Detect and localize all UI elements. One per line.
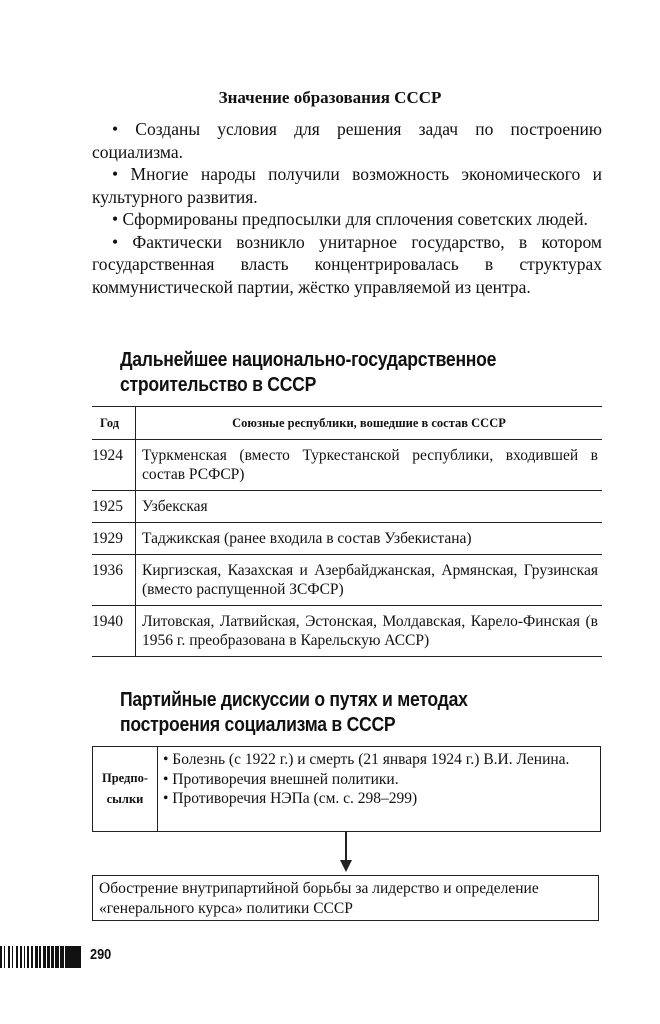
column-header-year: Год (92, 407, 136, 440)
table-row (92, 491, 602, 523)
prerequisites-list (163, 750, 595, 809)
table-row (92, 606, 602, 657)
column-header-republics: Союзные республики, вошедшие в состав СССР (136, 407, 603, 440)
table-row (92, 440, 602, 491)
heading-line: строительство в СССР (120, 374, 317, 396)
year-cell: 1940 (92, 606, 136, 657)
significance-bullet-list (92, 118, 602, 298)
republics-cell: Узбекская (136, 491, 603, 523)
page-number: 290 (90, 946, 112, 963)
table-header-row (92, 407, 602, 440)
year-cell: 1924 (92, 440, 136, 491)
list-item: • Сформированы предпосылки для сплочения советских людей. (112, 209, 588, 229)
republics-table (92, 406, 602, 657)
republics-cell: Туркменская (вместо Туркестанской республики, входившей в состав РСФСР) (136, 440, 603, 491)
table-row (92, 555, 602, 606)
prerequisites-label (93, 747, 158, 831)
prerequisites-box (92, 746, 601, 832)
section-title-ussr-significance: Значение образования СССР (218, 88, 442, 107)
list-item: • Созданы условия для решения задач по построению социализма. (92, 119, 602, 162)
heading-line: Дальнейшее национально-государственное (120, 349, 497, 371)
republics-cell: Киргизская, Казахская и Азербайджанская, Армянская, Грузинская (вместо распущенной ЗСФСР) (136, 555, 603, 606)
heading-national-building (120, 348, 542, 398)
list-item: • Болезнь (с 1922 г.) и смерть (21 января 1924 г.) В.И. Ленина. (163, 751, 570, 768)
list-item: • Фактически возникло унитарное государство, в котором государственная власть концентрировалась в структурах коммунистической партии, жёстко управляемой из центра. (92, 231, 602, 297)
arrow-down-icon (340, 860, 352, 872)
year-cell: 1936 (92, 555, 136, 606)
heading-party-discussions (120, 688, 542, 738)
year-cell: 1925 (92, 491, 136, 523)
flow-arrow-line (345, 832, 347, 862)
page-edge-marker (0, 946, 84, 968)
list-item: • Противоречия НЭПа (см. с. 298–299) (163, 790, 418, 807)
label-line: сылки (106, 792, 144, 806)
year-cell: 1929 (92, 523, 136, 555)
heading-line: Партийные дискуссии о путях и методах (120, 689, 468, 711)
table-row (92, 523, 602, 555)
list-item: • Многие народы получили возможность экономического и культурного развития. (92, 164, 602, 207)
label-line: Предпо- (102, 771, 148, 785)
republics-cell: Литовская, Латвийская, Эстонская, Молдавская, Карело-Финская (в 1956 г. преобразована в Карельскую АССР) (136, 606, 603, 657)
list-item: • Противоречия внешней политики. (163, 770, 399, 788)
republics-cell: Таджикская (ранее входила в состав Узбекистана) (136, 523, 603, 555)
result-box: Обострение внутрипартийной борьбы за лидерство и определение «генерального курса» политики СССР (92, 875, 599, 921)
heading-line: построения социализма в СССР (120, 714, 396, 736)
